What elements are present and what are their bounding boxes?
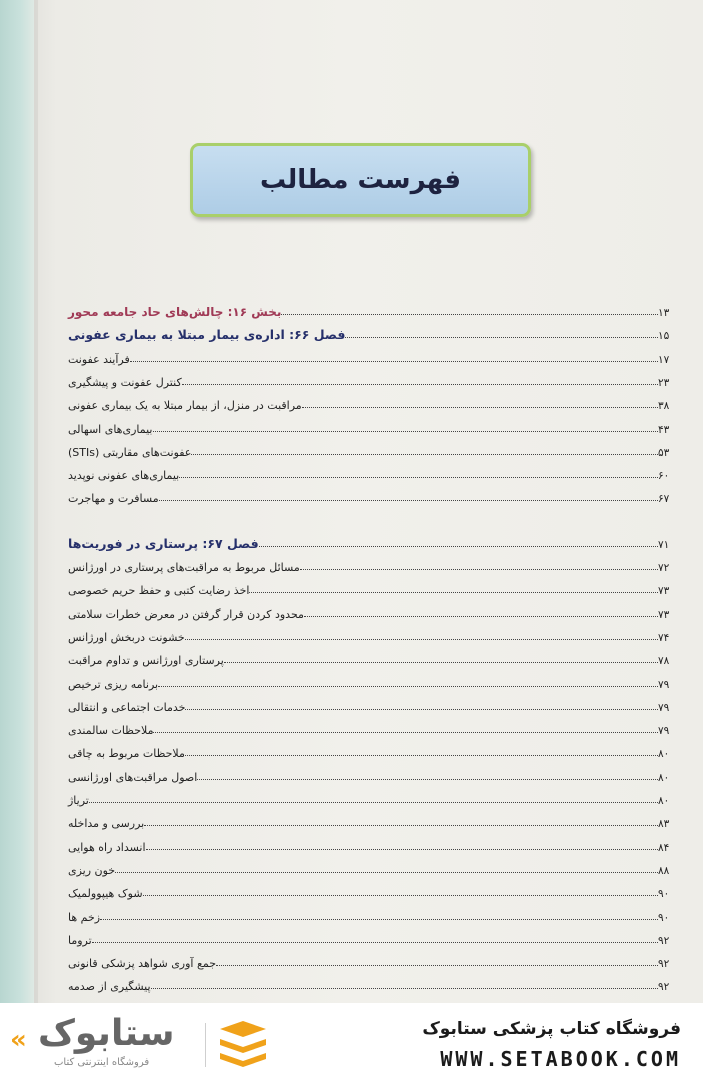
toc-page-number: ۷۸ [658,655,670,668]
toc-item-row [64,668,684,691]
toc-page-number: ۴۳ [658,423,670,436]
footer-divider [205,1023,206,1067]
dot-leader [153,431,659,432]
toc-section-row [64,296,684,319]
store-footer [0,1003,703,1080]
toc-page-number: ۷۳ [658,585,670,598]
toc-item-row [64,877,684,900]
toc-entry-title: فصل ۶۶: اداره‌ی بیمار مبتلا به بیماری عفونی [68,327,346,343]
toc-item-row [64,436,684,459]
toc-item-row [64,482,684,505]
toc-item-row [64,644,684,667]
dot-leader [100,919,658,920]
toc-item-row [64,343,684,366]
toc-chapter-row [64,528,684,551]
dot-leader [249,592,658,593]
toc-page-number: ۷۳ [658,608,670,621]
toc-entry-title: تروما [68,933,92,947]
toc-item-row [64,761,684,784]
toc-entry-title: کنترل عفونت و پیشگیری [68,375,182,389]
toc-entry-title: پرستاری اورژانس و تداوم مراقبت [68,654,224,668]
toc-entry-title: محدود کردن قرار گرفتن در معرض خطرات سلامتی [68,607,304,621]
toc-entry-title: انسداد راه هوایی [68,840,146,854]
toc-page-number: ۸۸ [658,864,670,877]
dot-leader [302,407,658,408]
page-title: فهرست مطالب [260,165,461,195]
dot-leader [89,802,658,803]
toc-entry-title: ترياژ [68,794,89,807]
toc-page-number: ۱۳ [658,307,670,319]
toc-entry-title: فرآیند عفونت [68,352,130,366]
toc-page-number: ۷۴ [658,631,670,644]
toc-page-number: ۸۳ [658,818,670,831]
book-stack-icon [216,1017,270,1071]
toc-entry-title: خدمات اجتماعی و انتقالی [68,700,186,714]
toc-item-row [64,807,684,830]
toc-page-number: ۸۰ [658,748,670,761]
dot-leader [179,477,658,478]
toc-page-number: ۸۰ [658,795,670,807]
dot-leader [281,314,658,315]
toc-item-row [64,691,684,714]
toc-page-number: ۷۹ [658,678,670,691]
dot-leader [185,755,658,756]
toc-page-number: ۲۳ [658,376,670,389]
dot-leader [153,732,658,733]
toc-item-row [64,901,684,924]
dot-leader [216,965,658,966]
toc-item-row [64,737,684,760]
toc-entry-title: ملاحظات مربوط به چاقی [68,747,185,761]
toc-page-number: ۱۷ [658,353,670,366]
toc-page-number: ۷۹ [658,725,670,738]
toc-item-row [64,970,684,993]
store-logo-subtitle: فروشگاه اینترنتی کتاب [54,1057,150,1068]
dot-leader [259,546,658,547]
toc-item-row [64,621,684,644]
dot-leader [300,569,658,570]
page-side-band [0,0,34,1003]
toc-entry-title: خون ریزی [68,863,116,877]
dot-leader [143,895,658,896]
dot-leader [146,849,658,850]
toc-page-number: ۷۱ [658,538,670,551]
dot-leader [151,988,658,989]
toc-page-number: ۷۹ [658,701,670,714]
toc-item-row [64,574,684,597]
toc-entry-title: خشونت دربخش اورژانس [68,630,185,644]
dot-leader [144,825,658,826]
dot-leader [159,500,658,501]
toc-item-row [64,366,684,389]
toc-entry-title: جمع آوری شواهد پزشکی قانونی [68,957,216,971]
toc-item-row [64,784,684,807]
toc-entry-title: بررسی و مداخله [68,817,145,831]
toc-entry-title: اصول مراقبت‌های اورژانسی [68,770,198,784]
toc-page-number: ۷۲ [658,562,670,574]
dot-leader [182,384,658,385]
toc-entry-title: مراقبت در منزل، از بیمار مبتلا به یک بیماری عفونی [68,399,302,413]
toc-item-row [64,831,684,854]
toc-item-row [64,551,684,574]
toc-page-number: ۸۴ [658,841,670,854]
toc-entry-title: بیماری‌های اسهالی [68,422,153,436]
dot-leader [197,779,658,780]
toc-item-row [64,924,684,947]
toc-item-row [64,413,684,436]
toc-entry-title: بیماری‌های عفونی نوپدید [68,469,180,483]
toc-entry-title: مسافرت و مهاجرت [68,492,159,506]
toc-page-number: ۱۵ [658,330,670,343]
toc-page-number: ۵۳ [658,446,670,459]
dot-leader [185,709,658,710]
toc-entry-title: اخذ رضایت کتبی و حفظ حریم خصوصی [68,584,250,598]
toc-item-row [64,947,684,970]
dot-leader [115,872,658,873]
toc-page-number: ۶۷ [658,493,670,506]
toc-item-row [64,389,684,412]
toc-entry-title: ملاحظات سالمندی [68,724,154,738]
toc-page-number: ۹۰ [658,888,670,901]
toc-page-number: ۹۲ [658,958,670,971]
dot-leader [345,337,658,338]
store-url[interactable]: WWW.SETABOOK.COM [440,1047,681,1071]
toc-page-number: ۶۰ [658,470,670,483]
toc-item-row [64,598,684,621]
dot-leader [304,616,658,617]
toc-entry-title: مسائل مربوط به مراقبت‌های پرستاری در اورژانس [68,561,300,574]
toc-page-number: ۳۸ [658,400,670,413]
toc-page-number: ۹۰ [658,911,670,924]
toc-item-row [64,714,684,737]
toc-entry-title: عفونت‌های مقاربتی (STIs) [68,445,192,459]
toc-page-number: ۸۰ [658,771,670,784]
toc-entry-title: شوک هیپوولمیک [68,887,143,901]
dot-leader [224,662,658,663]
toc-entry-title: فصل ۶۷: پرستاری در فوریت‌ها [68,535,259,551]
toc-title-box [190,143,531,217]
toc-entry-title: بخش ۱۶: چالش‌های حاد جامعه محور [68,305,282,319]
dot-leader [130,361,658,362]
dot-leader [92,942,658,943]
toc-entry-title: زخم ها [68,910,101,924]
toc-item-row [64,854,684,877]
store-name: فروشگاه کتاب پزشکی ستابوک [422,1019,681,1039]
toc-chapter-row [64,319,684,342]
toc-page-number: ۹۲ [658,981,670,994]
toc-item-row [64,459,684,482]
dot-leader [191,454,658,455]
toc-entry-title: برنامه ریزی ترخیص [68,677,159,691]
chevron-icon: « [10,1025,27,1055]
dot-leader [185,639,658,640]
toc-page-number: ۹۲ [658,934,670,947]
dot-leader [158,686,658,687]
toc-entry-title: پیشگیری از صدمه [68,980,151,994]
store-logo-word: ستابوک [38,1013,175,1054]
